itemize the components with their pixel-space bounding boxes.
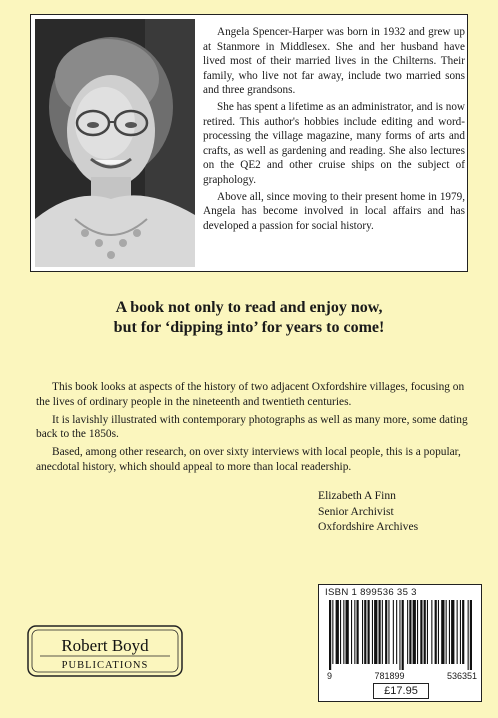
- publisher-name: Robert Boyd: [61, 636, 149, 655]
- barcode-bar: [362, 600, 363, 664]
- barcode-bar: [357, 600, 359, 664]
- barcode-digit-group: 781899: [374, 671, 405, 681]
- description-paragraph: This book looks at aspects of the history of two adjacent Oxfordshire villages, focusing on the lives of ordinary people in the nineteenth and twentieth centuries.: [36, 381, 465, 408]
- barcode-bar: [407, 600, 408, 664]
- barcode-bar: [460, 600, 461, 664]
- barcode-bar: [343, 600, 344, 664]
- tagline-line: A book not only to read and enjoy now,: [115, 299, 383, 316]
- author-bio-box: [30, 14, 468, 272]
- bio-paragraph: Above all, since moving to their present home in 1979, Angela has become involved in local affairs and has developed a passion for social history.: [203, 190, 465, 232]
- isbn-label: ISBN 1 899536 35 3: [325, 587, 417, 598]
- barcode-bar: [372, 600, 373, 664]
- tagline: [0, 298, 498, 338]
- barcode-bar: [457, 600, 458, 664]
- barcode-bar: [332, 600, 333, 664]
- barcode-bar: [340, 600, 341, 664]
- barcode-bar: [351, 600, 352, 664]
- barcode-bars: [327, 600, 475, 670]
- barcode-bar: [449, 600, 450, 664]
- barcode-digit-group: 9: [327, 671, 333, 681]
- author-photo: [35, 19, 195, 267]
- isbn-barcode: [318, 584, 482, 702]
- barcode-bar: [354, 600, 355, 664]
- barcode-bar: [399, 600, 400, 670]
- barcode-bar: [446, 600, 447, 664]
- description-paragraph: Based, among other research, on over sixty interviews with local people, this is a popular, anecdotal history, which should appeal to more than local readership.: [36, 446, 461, 473]
- publisher-imprint: PUBLICATIONS: [61, 660, 149, 671]
- barcode-bar: [336, 600, 339, 664]
- barcode-bar: [435, 600, 437, 664]
- author-bio-text: [203, 25, 465, 235]
- tagline-line: but for ‘dipping into’ for years to come!: [113, 319, 385, 336]
- barcode-bar: [441, 600, 444, 664]
- barcode-bar: [420, 600, 422, 664]
- barcode-bar: [431, 600, 432, 664]
- barcode-bar: [379, 600, 381, 664]
- barcode-bar: [368, 600, 370, 664]
- barcode-bar: [413, 600, 416, 664]
- barcode-bar: [438, 600, 439, 664]
- barcode-digits: [327, 671, 477, 681]
- barcode-bar: [462, 600, 464, 664]
- barcode-bar: [409, 600, 411, 664]
- barcode-digit-group: 536351: [446, 671, 477, 681]
- barcode-bar: [388, 600, 389, 664]
- book-description: [36, 380, 474, 478]
- barcode-bar: [451, 600, 454, 664]
- reviewer-org: Oxfordshire Archives: [318, 520, 419, 534]
- barcode-bar: [346, 600, 349, 664]
- barcode-bar: [385, 600, 387, 664]
- barcode-bar: [382, 600, 383, 664]
- barcode-bar: [364, 600, 366, 664]
- bio-paragraph: Angela Spencer-Harper was born in 1932 and grew up at Stanmore in Middlesex. She and her husband have lived most of their married lives in the Chilterns. Their family, who live not far away, include two married sons and three grandsons.: [203, 26, 465, 97]
- reviewer-role: Senior Archivist: [318, 504, 394, 518]
- reviewer-signature: [318, 488, 488, 535]
- price-label: £17.95: [373, 683, 429, 699]
- barcode-bar: [468, 600, 469, 670]
- barcode-bar: [374, 600, 377, 664]
- bio-paragraph: She has spent a lifetime as an administrator, and is now retired. This author's hobbies include editing and word-processing the village magazine, many forms of arts and crafts, as well as gardening and reading. She also lectures on the QE2 and other cruise ships on the subject of graphology.: [203, 100, 465, 186]
- barcode-bar: [427, 600, 428, 664]
- reviewer-name: Elizabeth A Finn: [318, 489, 396, 502]
- barcode-bar: [329, 600, 331, 670]
- barcode-bar: [470, 600, 472, 670]
- barcode-bar: [396, 600, 397, 664]
- description-paragraph: It is lavishly illustrated with contemporary photographs as well as many more, some dating back to the 1850s.: [36, 413, 468, 441]
- barcode-bar: [424, 600, 426, 664]
- publisher-logo: [26, 624, 184, 678]
- barcode-bar: [417, 600, 418, 664]
- barcode-bar: [402, 600, 404, 670]
- barcode-bar: [393, 600, 394, 664]
